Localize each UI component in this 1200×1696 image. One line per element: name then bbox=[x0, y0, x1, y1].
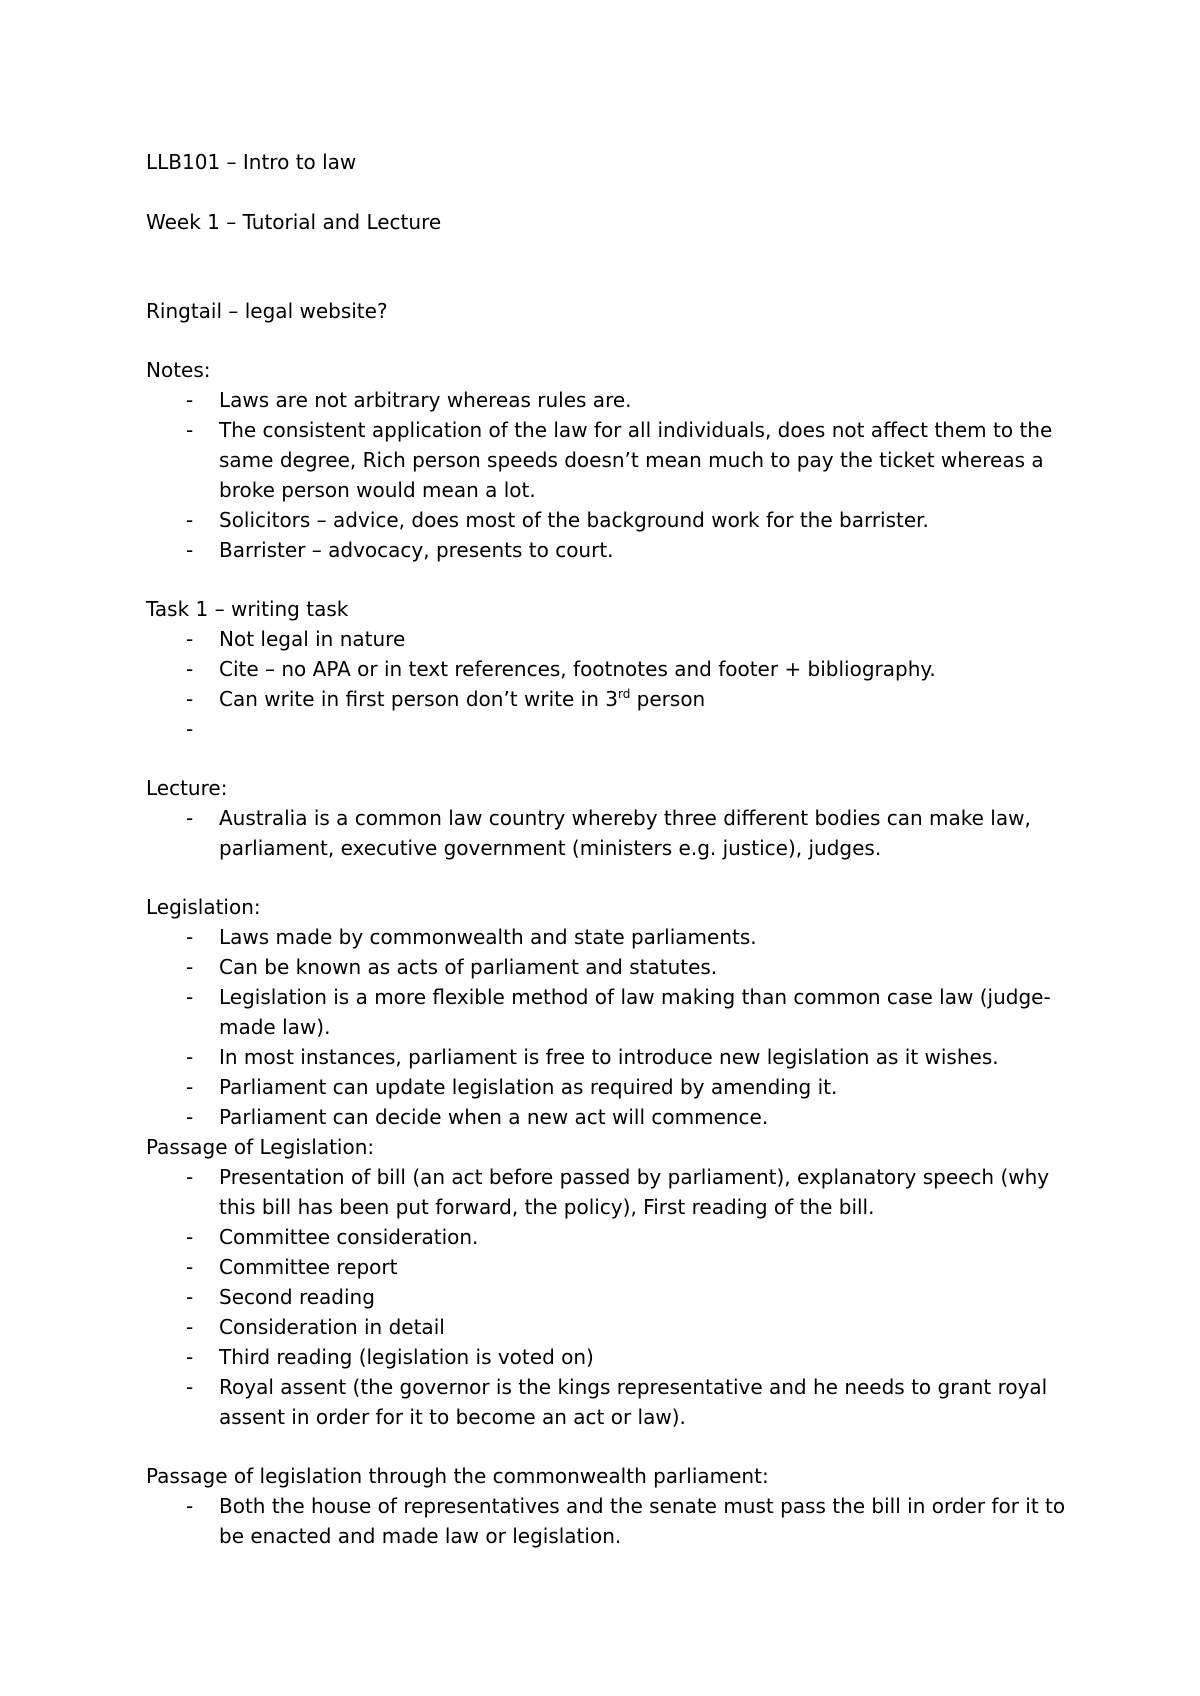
legislation-heading: Legislation: bbox=[146, 895, 261, 919]
task-item: Not legal in nature bbox=[219, 627, 406, 651]
bullet-dash: - bbox=[186, 627, 194, 651]
notes-item: Solicitors – advice, does most of the background work for the barrister. bbox=[219, 508, 929, 532]
passage-item: Royal assent (the governor is the kings representative and he needs to grant royal assent in order for it to become an act or law). bbox=[219, 1375, 1048, 1429]
bullet-dash: - bbox=[186, 717, 194, 741]
bullet-dash: - bbox=[186, 806, 194, 830]
passage-item: Committee report bbox=[219, 1255, 398, 1279]
document-title: LLB101 – Intro to law bbox=[146, 150, 357, 174]
bullet-dash: - bbox=[186, 657, 194, 681]
bullet-dash: - bbox=[186, 955, 194, 979]
task-person-text-end: person bbox=[630, 687, 706, 711]
legislation-item: Parliament can update legislation as required by amending it. bbox=[219, 1075, 838, 1099]
task-item-person bbox=[219, 684, 1069, 714]
bullet-dash: - bbox=[186, 1105, 194, 1129]
bullet-dash: - bbox=[186, 1315, 194, 1339]
bullet-dash: - bbox=[186, 1225, 194, 1249]
task-heading: Task 1 – writing task bbox=[146, 597, 349, 621]
commonwealth-heading: Passage of legislation through the commonwealth parliament: bbox=[146, 1464, 769, 1488]
legislation-item: Laws made by commonwealth and state parliaments. bbox=[219, 925, 757, 949]
bullet-dash: - bbox=[186, 1345, 194, 1369]
bullet-dash: - bbox=[186, 687, 194, 711]
bullet-dash: - bbox=[186, 388, 194, 412]
passage-item: Consideration in detail bbox=[219, 1315, 445, 1339]
passage-item: Presentation of bill (an act before passed by parliament), explanatory speech (why this bill has been put forward, the policy), First reading of the bill. bbox=[219, 1165, 1050, 1219]
bullet-dash: - bbox=[186, 985, 194, 1009]
bullet-dash: - bbox=[186, 1375, 194, 1399]
notes-heading: Notes: bbox=[146, 358, 211, 382]
bullet-dash: - bbox=[186, 1165, 194, 1189]
passage-item: Committee consideration. bbox=[219, 1225, 479, 1249]
legislation-item: Legislation is a more flexible method of law making than common case law (judge-made law). bbox=[219, 985, 1051, 1039]
notes-item: Laws are not arbitrary whereas rules are. bbox=[219, 388, 632, 412]
bullet-dash: - bbox=[186, 1045, 194, 1069]
task-person-superscript: rd bbox=[617, 687, 631, 701]
legislation-item: Can be known as acts of parliament and statutes. bbox=[219, 955, 718, 979]
notes-item: Barrister – advocacy, presents to court. bbox=[219, 538, 614, 562]
task-person-text: Can write in first person don’t write in 3 bbox=[219, 687, 618, 711]
bullet-dash: - bbox=[186, 925, 194, 949]
bullet-dash: - bbox=[186, 1255, 194, 1279]
bullet-dash: - bbox=[186, 418, 194, 442]
notes-item: The consistent application of the law for all individuals, does not affect them to the same degree, Rich person speeds doesn’t mean much to pay the ticket whereas a broke person would mean a lot. bbox=[219, 418, 1053, 502]
lecture-heading: Lecture: bbox=[146, 776, 228, 800]
legislation-item: Parliament can decide when a new act will commence. bbox=[219, 1105, 769, 1129]
bullet-dash: - bbox=[186, 1494, 194, 1518]
lecture-item: Australia is a common law country whereby three different bodies can make law, parliament, executive government (ministers e.g. justice), judges. bbox=[219, 806, 1031, 860]
commonwealth-item: Both the house of representatives and the senate must pass the bill in order for it to be enacted and made law or legislation. bbox=[219, 1494, 1066, 1548]
week-heading: Week 1 – Tutorial and Lecture bbox=[146, 210, 442, 234]
passage-item: Third reading (legislation is voted on) bbox=[219, 1345, 594, 1369]
legislation-item: In most instances, parliament is free to introduce new legislation as it wishes. bbox=[219, 1045, 999, 1069]
bullet-dash: - bbox=[186, 508, 194, 532]
bullet-dash: - bbox=[186, 538, 194, 562]
passage-heading: Passage of Legislation: bbox=[146, 1135, 375, 1159]
bullet-dash: - bbox=[186, 1075, 194, 1099]
ringtail-line: Ringtail – legal website? bbox=[146, 299, 388, 323]
task-item: Cite – no APA or in text references, footnotes and footer + bibliography. bbox=[219, 657, 936, 681]
passage-item: Second reading bbox=[219, 1285, 375, 1309]
bullet-dash: - bbox=[186, 1285, 194, 1309]
